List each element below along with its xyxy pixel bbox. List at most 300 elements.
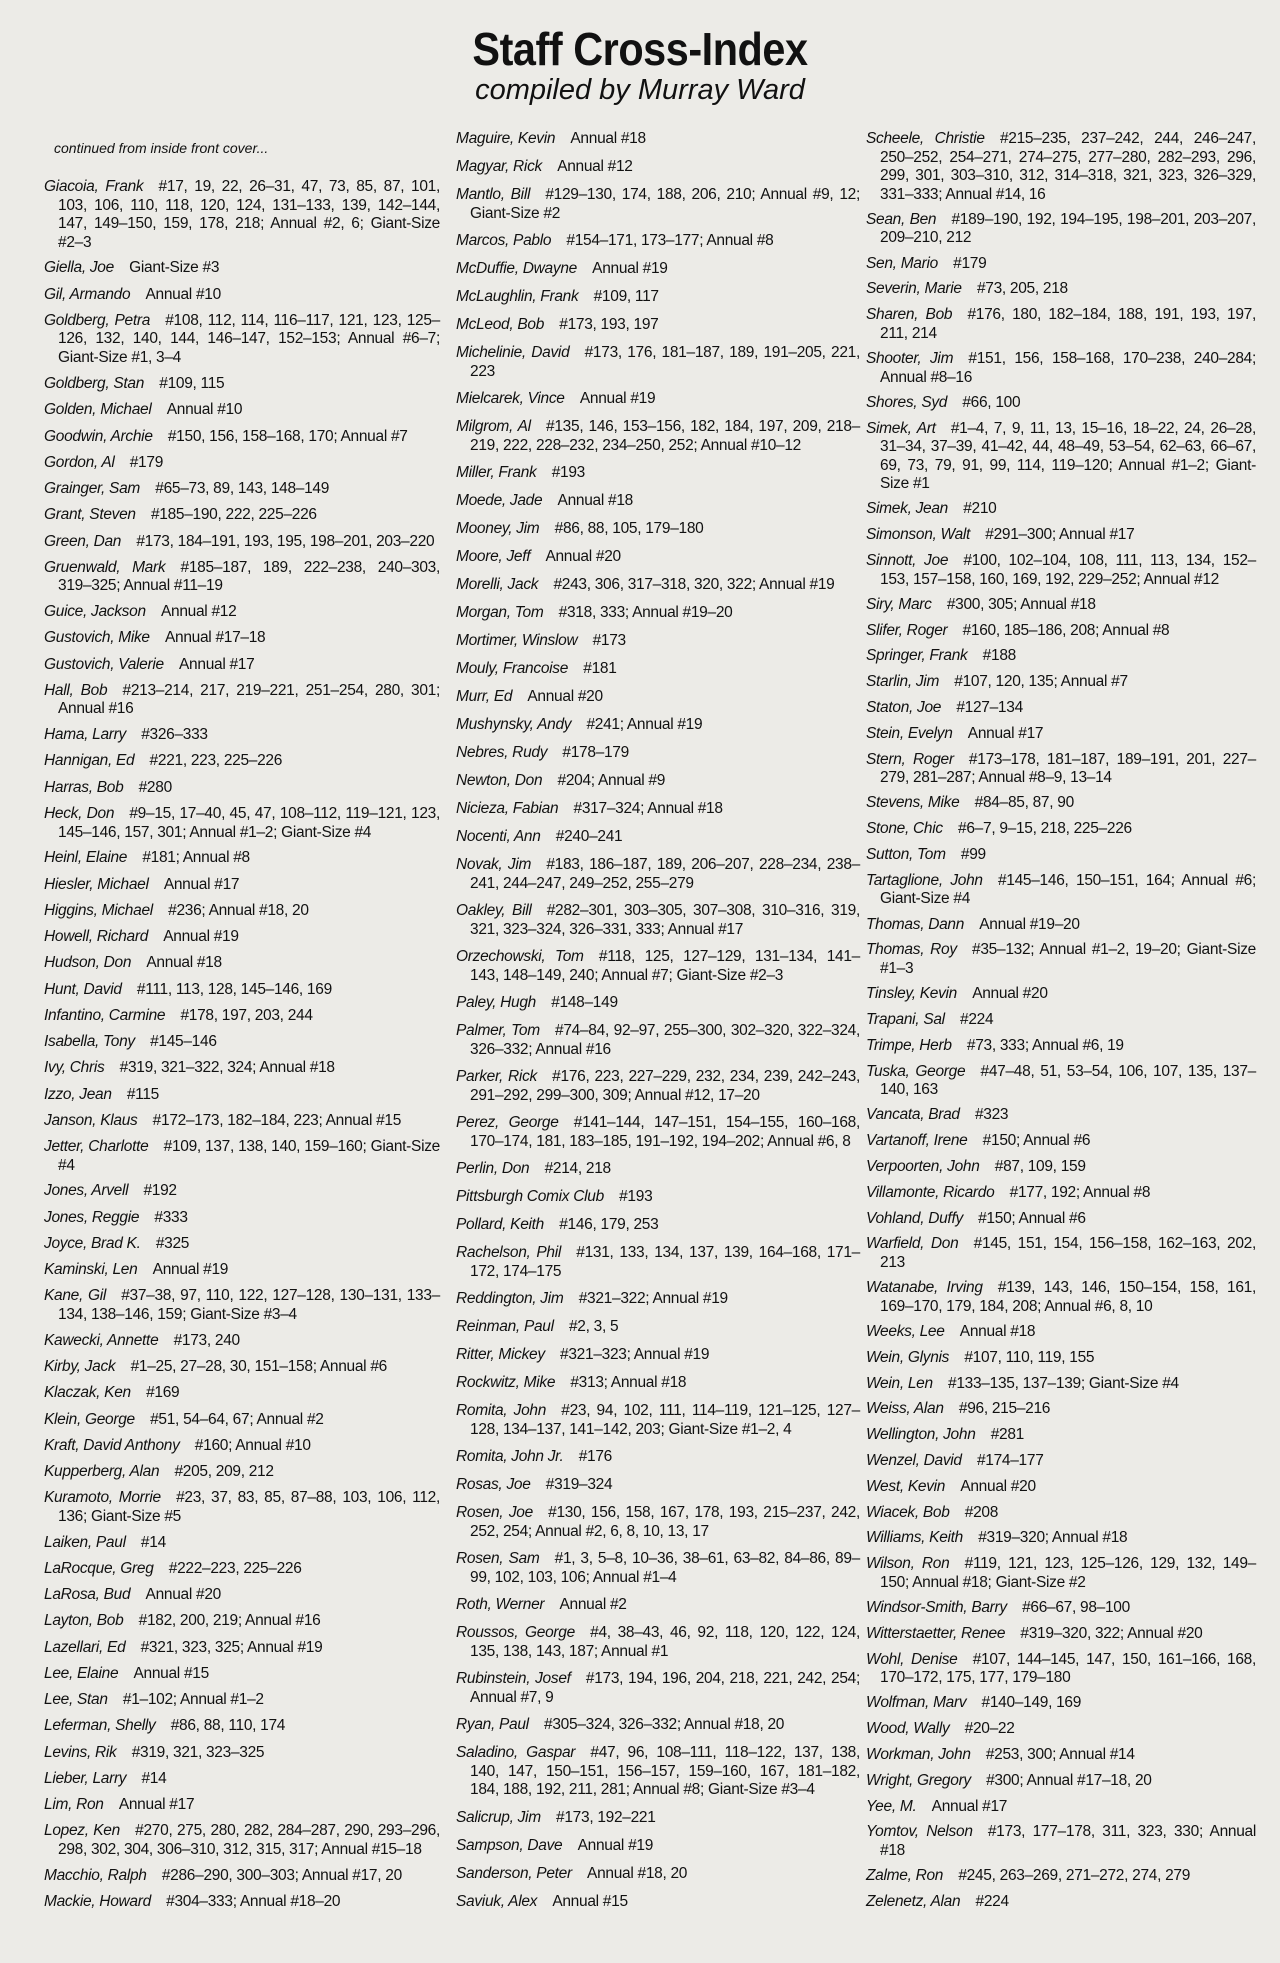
entry-refs: #1, 3, 5–8, 10–36, 38–61, 63–82, 84–86, 89–99, 102, 103, 106; Annual #1–4 bbox=[470, 1550, 860, 1586]
entry-refs: #100, 102–104, 108, 111, 113, 134, 152–153, 157–158, 160, 169, 192, 229–252; Annual #12 bbox=[880, 552, 1256, 588]
entry-name: Gordon, Al bbox=[44, 453, 115, 471]
entry-name: Kupperberg, Alan bbox=[44, 1463, 160, 1481]
index-entry bbox=[44, 1822, 440, 1859]
index-entry bbox=[44, 603, 440, 622]
index-entry bbox=[44, 1209, 440, 1228]
entry-refs: #160; Annual #10 bbox=[194, 1436, 311, 1454]
entry-name: Pollard, Keith bbox=[456, 1216, 544, 1233]
entry-refs: #173, 193, 197 bbox=[559, 316, 659, 333]
index-entry bbox=[44, 1717, 440, 1736]
entry-refs: #319–320, 322; Annual #20 bbox=[1020, 1624, 1203, 1642]
entry-name: Salicrup, Jim bbox=[456, 1809, 541, 1826]
entry-name: Nocenti, Ann bbox=[456, 828, 541, 845]
entry-refs: #172–173, 182–184, 223; Annual #15 bbox=[152, 1111, 402, 1129]
entry-name: Parker, Rick bbox=[456, 1068, 537, 1085]
index-entry bbox=[866, 1867, 1256, 1886]
entry-name: Kaminski, Len bbox=[44, 1261, 138, 1279]
entry-name: Zalme, Ron bbox=[866, 1867, 944, 1885]
entry-refs: #221, 223, 225–226 bbox=[149, 752, 283, 770]
entry-name: Staton, Joe bbox=[866, 699, 942, 716]
index-entry bbox=[44, 1182, 440, 1201]
entry-refs: Annual #17–18 bbox=[164, 629, 266, 647]
index-entry bbox=[456, 418, 860, 455]
entry-name: Grainger, Sam bbox=[44, 480, 141, 498]
entry-name: Milgrom, Al bbox=[456, 418, 531, 435]
entry-refs: #107, 120, 135; Annual #7 bbox=[954, 673, 1128, 691]
index-entry bbox=[456, 1596, 860, 1615]
entry-refs: #109, 137, 138, 140, 159–160; Giant-Size #4 bbox=[58, 1138, 440, 1174]
entry-name: Guice, Jackson bbox=[44, 603, 146, 621]
entry-refs: #127–134 bbox=[956, 699, 1023, 716]
entry-refs: #130, 156, 158, 167, 178, 193, 215–237, 242, 252, 254; Annual #2, 6, 8, 10, 13, 17 bbox=[470, 1504, 860, 1540]
index-entry bbox=[866, 1893, 1256, 1912]
entry-refs: #151, 156, 158–168, 170–238, 240–284; Annual #8–16 bbox=[880, 350, 1256, 386]
entry-name: McLaughlin, Frank bbox=[456, 288, 579, 305]
entry-name: Leferman, Shelly bbox=[44, 1717, 156, 1735]
entry-refs: #270, 275, 280, 282, 284–287, 290, 293–296, 298, 302, 304, 306–310, 312, 315, 317; Annual #15–18 bbox=[58, 1822, 440, 1858]
index-entry bbox=[866, 1279, 1256, 1316]
entry-name: Rosen, Joe bbox=[456, 1504, 533, 1521]
entry-name: Reinman, Paul bbox=[456, 1318, 554, 1335]
entry-name: Goodwin, Archie bbox=[44, 427, 153, 445]
index-entry bbox=[456, 1318, 860, 1337]
entry-name: Sean, Ben bbox=[866, 210, 937, 228]
index-entry bbox=[44, 1612, 440, 1631]
index-entry bbox=[866, 751, 1256, 788]
entry-name: Shooter, Jim bbox=[866, 350, 954, 367]
index-entry bbox=[44, 805, 440, 842]
entry-name: Rubinstein, Josef bbox=[456, 1670, 571, 1687]
index-entry bbox=[866, 1555, 1256, 1592]
entry-name: Lim, Ron bbox=[44, 1796, 104, 1814]
index-entry bbox=[44, 876, 440, 895]
index-entry bbox=[44, 1138, 440, 1175]
index-entry bbox=[866, 846, 1256, 865]
entry-name: Stevens, Mike bbox=[866, 794, 960, 812]
entry-name: Villamonte, Ricardo bbox=[866, 1183, 995, 1201]
entry-name: Saviuk, Alex bbox=[456, 1893, 538, 1910]
entry-refs: #182, 200, 219; Annual #16 bbox=[138, 1612, 321, 1630]
entry-name: Goldberg, Petra bbox=[44, 311, 151, 329]
entry-name: Mushynsky, Andy bbox=[456, 716, 572, 733]
entry-name: Mouly, Francoise bbox=[456, 660, 569, 677]
entry-refs: #210 bbox=[963, 500, 997, 518]
entry-refs: #35–132; Annual #1–2, 19–20; Giant-Size #1–3 bbox=[880, 941, 1256, 977]
entry-name: Simek, Art bbox=[866, 419, 936, 437]
entry-refs: #304–333; Annual #18–20 bbox=[166, 1893, 341, 1910]
entry-refs: #86, 88, 110, 174 bbox=[170, 1717, 286, 1735]
entry-refs: Annual #15 bbox=[133, 1664, 209, 1682]
index-entry bbox=[44, 1560, 440, 1579]
index-entry bbox=[866, 1426, 1256, 1445]
index-entry bbox=[44, 1358, 440, 1377]
entry-name: Morgan, Tom bbox=[456, 604, 544, 621]
entry-name: Jetter, Charlotte bbox=[44, 1138, 149, 1156]
index-entry bbox=[44, 1033, 440, 1052]
index-entry bbox=[866, 1375, 1256, 1394]
entry-refs: #14 bbox=[140, 1533, 166, 1551]
entry-refs: #51, 54–64, 67; Annual #2 bbox=[150, 1410, 324, 1428]
entry-name: Thomas, Roy bbox=[866, 941, 957, 959]
entry-name: Michelinie, David bbox=[456, 344, 570, 361]
index-entry bbox=[456, 744, 860, 763]
entry-name: Higgins, Michael bbox=[44, 901, 153, 919]
entry-name: Vohland, Duffy bbox=[866, 1209, 963, 1227]
index-entry bbox=[44, 752, 440, 771]
index-entry bbox=[866, 1037, 1256, 1056]
entry-refs: Annual #18 bbox=[959, 1323, 1036, 1340]
index-entry bbox=[866, 350, 1256, 387]
index-entry bbox=[44, 1261, 440, 1280]
entry-name: Paley, Hugh bbox=[456, 994, 536, 1011]
index-entry bbox=[456, 316, 860, 335]
entry-name: Wiacek, Bob bbox=[866, 1503, 950, 1521]
index-entry bbox=[866, 794, 1256, 813]
index-entry bbox=[44, 1437, 440, 1456]
entry-name: Tartaglione, John bbox=[866, 871, 983, 889]
index-entry bbox=[456, 1402, 860, 1439]
entry-name: Morelli, Jack bbox=[456, 576, 539, 593]
entry-name: Witterstaetter, Renee bbox=[866, 1624, 1006, 1642]
entry-refs: #321, 323, 325; Annual #19 bbox=[140, 1638, 323, 1656]
entry-name: Trimpe, Herb bbox=[866, 1036, 952, 1054]
entry-name: Pittsburgh Comix Club bbox=[456, 1188, 604, 1205]
index-entry bbox=[456, 1448, 860, 1467]
entry-name: Zelenetz, Alan bbox=[866, 1893, 961, 1910]
entry-refs: Annual #17 bbox=[179, 655, 255, 673]
entry-name: Gustovich, Valerie bbox=[44, 655, 164, 673]
entry-name: Lee, Elaine bbox=[44, 1664, 119, 1682]
entry-refs: Annual #19 bbox=[592, 260, 668, 277]
entry-refs: #174–177 bbox=[976, 1452, 1044, 1469]
entry-refs: #181; Annual #8 bbox=[142, 849, 250, 867]
entry-refs: #133–135, 137–139; Giant-Size #4 bbox=[948, 1374, 1179, 1392]
entry-name: Verpoorten, John bbox=[866, 1158, 980, 1175]
index-entry bbox=[44, 286, 440, 305]
entry-name: Jones, Reggie bbox=[44, 1208, 140, 1226]
entry-name: Janson, Klaus bbox=[44, 1111, 138, 1129]
entry-refs: #317–324; Annual #18 bbox=[573, 800, 723, 817]
entry-name: Severin, Marie bbox=[866, 280, 962, 298]
entry-refs: #188 bbox=[982, 647, 1016, 665]
entry-refs: #179 bbox=[953, 254, 987, 272]
index-entry bbox=[456, 548, 860, 567]
entry-refs: #286–290, 300–303; Annual #17, 20 bbox=[161, 1866, 402, 1884]
entry-name: Kraft, David Anthony bbox=[44, 1436, 180, 1454]
entry-refs: #224 bbox=[975, 1893, 1009, 1910]
entry-refs: #245, 263–269, 271–272, 274, 279 bbox=[958, 1867, 1191, 1885]
entry-refs: #305–324, 326–332; Annual #18, 20 bbox=[544, 1716, 785, 1733]
index-entry bbox=[44, 401, 440, 420]
entry-name: West, Kevin bbox=[866, 1477, 946, 1495]
entry-name: Hunt, David bbox=[44, 980, 122, 998]
entry-refs: #173 bbox=[592, 632, 626, 649]
entry-refs: #9–15, 17–40, 45, 47, 108–112, 119–121, 123, 145–146, 157, 301; Annual #1–2; Giant-Size #4 bbox=[58, 805, 440, 841]
entry-name: Wohl, Denise bbox=[866, 1650, 958, 1668]
entry-name: Kuramoto, Morrie bbox=[44, 1489, 161, 1507]
index-entry bbox=[44, 1059, 440, 1078]
entry-refs: #321–322; Annual #19 bbox=[578, 1290, 728, 1307]
entry-refs: #118, 125, 127–129, 131–134, 141–143, 148–149, 240; Annual #7; Giant-Size #2–3 bbox=[470, 948, 860, 984]
entry-name: Wright, Gregory bbox=[866, 1771, 971, 1789]
entry-refs: #1–102; Annual #1–2 bbox=[122, 1691, 264, 1709]
entry-refs: Annual #18 bbox=[557, 492, 633, 509]
index-entry bbox=[866, 1184, 1256, 1203]
entry-refs: #150; Annual #6 bbox=[982, 1132, 1091, 1150]
entry-refs: Annual #19 bbox=[152, 1261, 229, 1279]
entry-refs: Giant-Size #3 bbox=[129, 259, 220, 277]
entry-name: Perlin, Don bbox=[456, 1160, 530, 1177]
entry-name: Moore, Jeff bbox=[456, 548, 531, 565]
entry-refs: #192 bbox=[143, 1182, 177, 1200]
entry-refs: Annual #19–20 bbox=[979, 915, 1080, 933]
index-entry bbox=[44, 1411, 440, 1430]
index-entry bbox=[866, 1746, 1256, 1765]
entry-refs: Annual #10 bbox=[145, 285, 221, 303]
index-entry bbox=[456, 1624, 860, 1661]
page-title: Staff Cross-Index bbox=[472, 23, 808, 75]
index-entry bbox=[866, 1599, 1256, 1618]
entry-refs: #300; Annual #17–18, 20 bbox=[986, 1771, 1152, 1789]
entry-name: Vancata, Brad bbox=[866, 1106, 960, 1124]
entry-name: Gruenwald, Mark bbox=[44, 558, 166, 576]
index-entry bbox=[866, 1235, 1256, 1272]
entry-refs: #109, 117 bbox=[593, 288, 659, 305]
entry-name: Wilson, Ron bbox=[866, 1555, 950, 1573]
entry-name: Mooney, Jim bbox=[456, 520, 540, 537]
entry-refs: Annual #20 bbox=[527, 688, 603, 705]
entry-name: Sharen, Bob bbox=[866, 306, 953, 324]
index-entry bbox=[456, 1160, 860, 1179]
entry-refs: #177, 192; Annual #8 bbox=[1009, 1183, 1151, 1201]
entry-name: Mortimer, Winslow bbox=[456, 632, 578, 649]
entry-refs: #236; Annual #18, 20 bbox=[168, 901, 309, 919]
entry-refs: #326–333 bbox=[141, 726, 208, 744]
index-entry bbox=[456, 1809, 860, 1828]
entry-refs: #73, 205, 218 bbox=[976, 280, 1068, 298]
index-entry bbox=[44, 506, 440, 525]
entry-refs: #215–235, 237–242, 244, 246–247, 250–252, 254–271, 274–275, 277–280, 282–293, 296, 299, 301, 303–310, 312, 314–318, 321, 323, 326–329, 331–333; Annual #14, 16 bbox=[880, 130, 1256, 203]
entry-name: Miller, Frank bbox=[456, 464, 537, 481]
entry-refs: #173–178, 181–187, 189–191, 201, 227–279, 281–287; Annual #8–9, 13–14 bbox=[880, 750, 1257, 787]
entry-name: Grant, Steven bbox=[44, 506, 136, 524]
entry-refs: #111, 113, 128, 145–146, 169 bbox=[136, 980, 332, 998]
index-entry bbox=[456, 492, 860, 511]
entry-name: Hannigan, Ed bbox=[44, 752, 135, 770]
index-entry bbox=[44, 312, 440, 368]
entry-name: Ryan, Paul bbox=[456, 1716, 529, 1733]
entry-name: Heck, Don bbox=[44, 805, 115, 822]
entry-refs: Annual #12 bbox=[160, 603, 237, 621]
entry-name: Murr, Ed bbox=[456, 688, 513, 705]
index-entry bbox=[456, 1893, 860, 1912]
index-entry bbox=[866, 1349, 1256, 1368]
entry-name: McLeod, Bob bbox=[456, 316, 545, 333]
entry-refs: #66, 100 bbox=[962, 393, 1021, 411]
entry-refs: #154–171, 173–177; Annual #8 bbox=[566, 232, 774, 249]
index-entry bbox=[456, 390, 860, 409]
entry-name: Kawecki, Annette bbox=[44, 1331, 159, 1349]
entry-name: Klein, George bbox=[44, 1410, 135, 1428]
entry-name: Wood, Wally bbox=[866, 1720, 950, 1738]
entry-name: Yee, M. bbox=[866, 1797, 917, 1815]
entry-name: Roussos, George bbox=[456, 1624, 575, 1641]
entry-refs: #224 bbox=[960, 1011, 994, 1028]
entry-refs: #280 bbox=[138, 778, 172, 796]
entry-name: Mielcarek, Vince bbox=[456, 390, 565, 407]
index-entry bbox=[866, 306, 1256, 343]
index-entry bbox=[44, 1796, 440, 1815]
entry-name: Wolfman, Marv bbox=[866, 1694, 967, 1712]
index-entry bbox=[456, 1244, 860, 1281]
index-entry bbox=[44, 1770, 440, 1789]
entry-name: Klaczak, Ken bbox=[44, 1384, 131, 1402]
index-entry bbox=[44, 726, 440, 745]
entry-name: Howell, Richard bbox=[44, 928, 149, 946]
index-entry bbox=[866, 1823, 1256, 1860]
entry-name: Kane, Gil bbox=[44, 1287, 106, 1305]
entry-name: Slifer, Roger bbox=[866, 621, 948, 639]
entry-refs: Annual #2 bbox=[559, 1596, 627, 1613]
entry-refs: #73, 333; Annual #6, 19 bbox=[966, 1036, 1124, 1054]
entry-refs: Annual #17 bbox=[118, 1796, 195, 1814]
index-entry bbox=[44, 1691, 440, 1710]
entry-refs: #183, 186–187, 189, 206–207, 228–234, 238–241, 244–247, 249–252, 255–279 bbox=[470, 856, 860, 892]
entry-refs: #6–7, 9–15, 218, 225–226 bbox=[958, 820, 1132, 838]
entry-name: Green, Dan bbox=[44, 532, 122, 550]
entry-refs: #208 bbox=[964, 1503, 999, 1521]
index-entry bbox=[456, 1114, 860, 1151]
index-entry bbox=[456, 1865, 860, 1884]
entry-refs: #150, 156, 158–168, 170; Annual #7 bbox=[167, 427, 408, 445]
entry-refs: #181 bbox=[583, 660, 617, 677]
entry-refs: #23, 94, 102, 111, 114–119, 121–125, 127–128, 134–137, 141–142, 203; Giant-Size #1–2, 4 bbox=[470, 1402, 860, 1438]
entry-name: Giacoia, Frank bbox=[44, 178, 144, 195]
entry-name: Lieber, Larry bbox=[44, 1769, 127, 1787]
entry-name: Romita, John bbox=[456, 1402, 547, 1419]
entry-name: Springer, Frank bbox=[866, 647, 968, 665]
index-entry bbox=[866, 1158, 1256, 1177]
index-entry bbox=[866, 1478, 1256, 1497]
entry-refs: #2, 3, 5 bbox=[568, 1318, 619, 1335]
entry-name: Reddington, Jim bbox=[456, 1290, 564, 1307]
entry-name: Ivy, Chris bbox=[44, 1059, 105, 1077]
index-entry bbox=[44, 428, 440, 447]
entry-refs: Annual #20 bbox=[545, 548, 621, 565]
index-entry bbox=[44, 480, 440, 499]
index-entry bbox=[456, 260, 860, 279]
entry-refs: #176, 180, 182–184, 188, 191, 193, 197, 211, 214 bbox=[880, 306, 1256, 342]
entry-name: Rosas, Joe bbox=[456, 1476, 531, 1493]
index-entry bbox=[866, 1504, 1256, 1523]
entry-name: Stein, Evelyn bbox=[866, 724, 953, 742]
entry-name: Heinl, Elaine bbox=[44, 849, 128, 867]
entry-name: Golden, Michael bbox=[44, 401, 152, 419]
entry-refs: #282–301, 303–305, 307–308, 310–316, 319, 321, 323–324, 326–331, 333; Annual #17 bbox=[470, 902, 860, 938]
entry-refs: #74–84, 92–97, 255–300, 302–320, 322–324, 326–332; Annual #16 bbox=[470, 1022, 861, 1058]
entry-refs: #150; Annual #6 bbox=[978, 1209, 1086, 1227]
index-entry bbox=[456, 994, 860, 1013]
entry-name: Marcos, Pablo bbox=[456, 232, 552, 249]
entry-refs: Annual #17 bbox=[967, 724, 1044, 742]
index-entry bbox=[456, 1068, 860, 1105]
entry-name: Harras, Bob bbox=[44, 778, 124, 796]
entry-name: Romita, John Jr. bbox=[456, 1448, 564, 1465]
entry-refs: #99 bbox=[960, 846, 986, 863]
index-entry bbox=[44, 178, 440, 252]
index-entry bbox=[456, 1022, 860, 1059]
index-entry bbox=[44, 981, 440, 1000]
entry-refs: #141–144, 147–151, 154–155, 160–168, 170–174, 181, 183–185, 191–192, 194–202; Annual #6, 8 bbox=[470, 1114, 860, 1150]
index-entry bbox=[44, 1867, 440, 1886]
index-entry bbox=[866, 872, 1256, 909]
entry-name: Wenzel, David bbox=[866, 1452, 962, 1469]
index-entry bbox=[44, 682, 440, 719]
entry-name: Shores, Syd bbox=[866, 393, 948, 411]
entry-name: Levins, Rik bbox=[44, 1743, 117, 1761]
entry-name: Trapani, Sal bbox=[866, 1011, 945, 1028]
entry-refs: #109, 115 bbox=[159, 375, 225, 393]
index-entry bbox=[456, 1476, 860, 1495]
entry-refs: #173, 177–178, 311, 323, 330; Annual #18 bbox=[880, 1823, 1257, 1859]
index-entry bbox=[866, 211, 1256, 248]
entry-refs: #107, 144–145, 147, 150, 161–166, 168, 170–172, 175, 177, 179–180 bbox=[880, 1650, 1256, 1687]
entry-name: Rosen, Sam bbox=[456, 1550, 540, 1567]
entry-name: Hudson, Don bbox=[44, 954, 132, 972]
entry-refs: Annual #15 bbox=[552, 1893, 628, 1910]
index-entry bbox=[44, 259, 440, 278]
index-entry bbox=[44, 1639, 440, 1658]
entry-refs: Annual #17 bbox=[163, 875, 240, 893]
entry-name: Sinnott, Joe bbox=[866, 552, 949, 569]
entry-name: Gustovich, Mike bbox=[44, 629, 150, 647]
entry-refs: #243, 306, 317–318, 320, 322; Annual #19 bbox=[553, 576, 835, 593]
index-entry bbox=[866, 1720, 1256, 1739]
entry-name: Infantino, Carmine bbox=[44, 1006, 166, 1024]
entry-refs: Annual #19 bbox=[163, 928, 239, 946]
entry-name: Thomas, Dann bbox=[866, 915, 965, 933]
entry-name: Wein, Glynis bbox=[866, 1348, 950, 1366]
entry-name: Roth, Werner bbox=[456, 1596, 545, 1613]
entry-name: Ritter, Mickey bbox=[456, 1346, 545, 1363]
index-entry bbox=[456, 604, 860, 623]
index-entry bbox=[866, 500, 1256, 519]
entry-refs: #96, 215–216 bbox=[958, 1400, 1051, 1418]
entry-refs: #131, 133, 134, 137, 139, 164–168, 171–172, 174–175 bbox=[470, 1244, 860, 1280]
entry-name: Hama, Larry bbox=[44, 726, 126, 744]
entry-refs: #193 bbox=[619, 1188, 653, 1205]
entry-refs: #23, 37, 83, 85, 87–88, 103, 106, 112, 136; Giant-Size #5 bbox=[58, 1489, 440, 1525]
entry-refs: #20–22 bbox=[964, 1720, 1015, 1738]
index-entry bbox=[866, 1772, 1256, 1791]
entry-name: Isabella, Tony bbox=[44, 1033, 135, 1051]
entry-refs: #119, 121, 123, 125–126, 129, 132, 149–150; Annual #18; Giant-Size #2 bbox=[880, 1555, 1256, 1591]
index-entry bbox=[44, 1235, 440, 1254]
entry-refs: #129–130, 174, 188, 206, 210; Annual #9, 12; Giant-Size #2 bbox=[470, 186, 860, 222]
entry-name: Nebres, Rudy bbox=[456, 744, 548, 761]
entry-name: Palmer, Tom bbox=[456, 1022, 540, 1039]
entry-refs: #1–25, 27–28, 30, 151–158; Annual #6 bbox=[130, 1358, 387, 1375]
entry-name: Lazellari, Ed bbox=[44, 1638, 126, 1656]
index-entry bbox=[44, 454, 440, 473]
entry-name: Rockwitz, Mike bbox=[456, 1374, 556, 1391]
entry-name: Scheele, Christie bbox=[866, 130, 985, 147]
entry-name: Weeks, Lee bbox=[866, 1323, 945, 1340]
index-entry bbox=[456, 716, 860, 735]
index-entry bbox=[456, 1374, 860, 1393]
index-entry bbox=[456, 186, 860, 223]
entry-name: Joyce, Brad K. bbox=[44, 1234, 141, 1252]
